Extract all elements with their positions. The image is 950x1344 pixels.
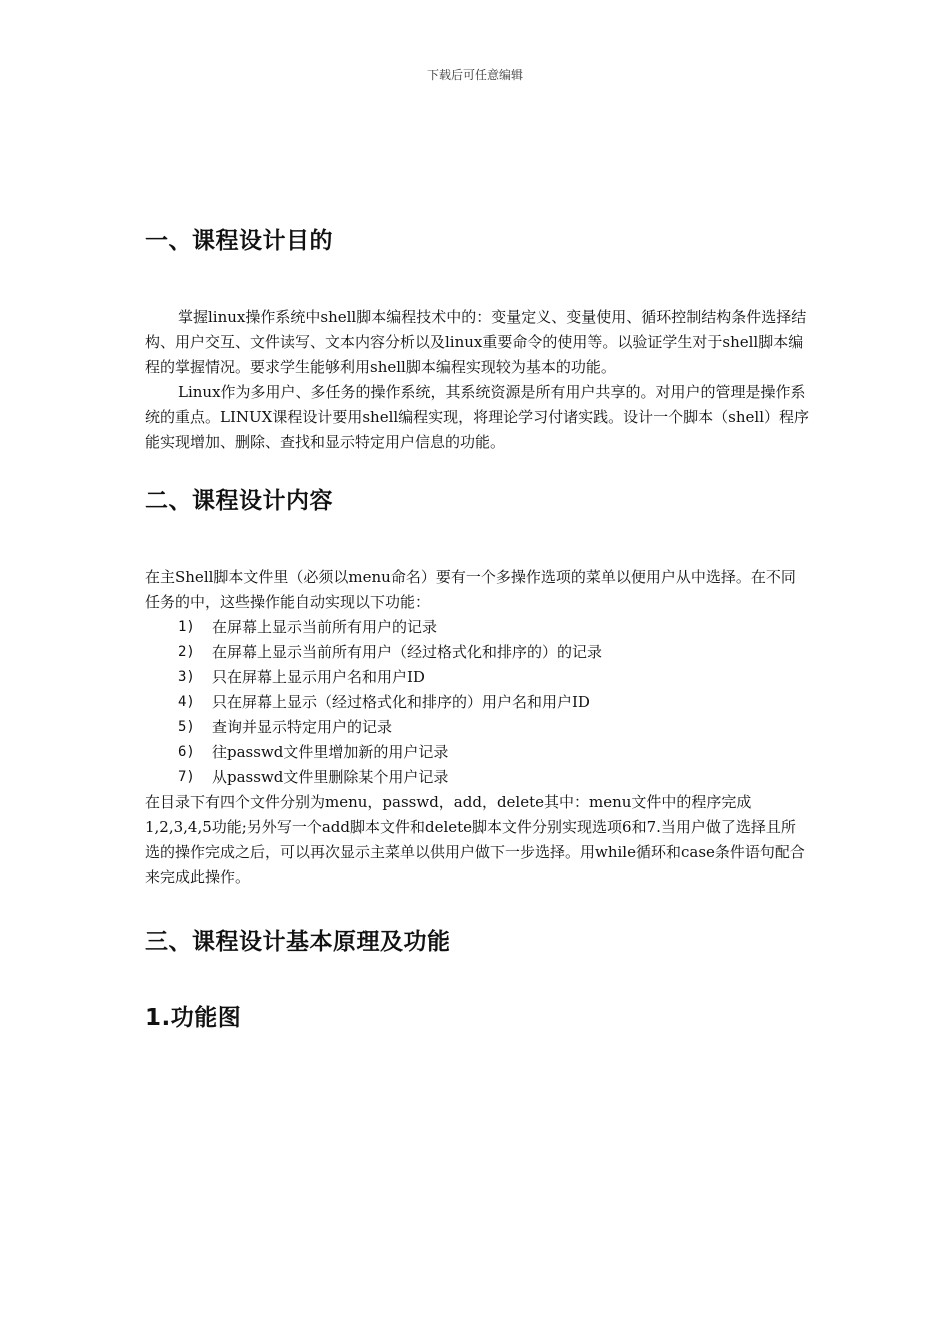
list-item-number: 1) [178,619,195,635]
list-item-number: 4) [178,694,195,710]
list-item [178,615,810,640]
subsection-heading-function-diagram: 1.功能图 [145,1005,242,1031]
purpose-paragraph-1: 掌握linux操作系统中shell脚本编程技术中的：变量定义、变量使用、循环控制结构条件选择结构、用户交互、文件读写、文本内容分析以及linux重要命令的使用等。以验证学生对于shell脚本编程的掌握情况。要求学生能够利用shell脚本编程实现较为基本的功能。 [145,308,807,376]
list-item [178,765,810,790]
list-item-text: 只在屏幕上显示（经过格式化和排序的）用户名和用户ID [212,693,590,711]
content-outro-paragraph: 在目录下有四个文件分别为menu，passwd，add，delete其中：menu文件中的程序完成1,2,3,4,5功能;另外写一个add脚本文件和delete脚本文件分别实现选项6和7.当用户做了选择且所选的操作完成之后，可以再次显示主菜单以供用户做下一步选择。用while循环和case条件语句配合来完成此操作。 [145,793,805,886]
list-item [178,640,810,665]
list-item-text: 在屏幕上显示当前所有用户（经过格式化和排序的）的记录 [212,643,603,661]
list-item [178,690,810,715]
purpose-paragraph-2: Linux作为多用户、多任务的操作系统，其系统资源是所有用户共享的。对用户的管理是操作系统的重点。LINUX课程设计要用shell编程实现，将理论学习付诸实践。设计一个脚本（shell）程序能实现增加、删除、查找和显示特定用户信息的功能。 [145,383,809,451]
list-item-text: 从passwd文件里删除某个用户记录 [212,768,449,786]
section-heading-content: 二、课程设计内容 [145,488,333,514]
list-item [178,715,810,740]
list-item-text: 在屏幕上显示当前所有用户的记录 [212,618,438,636]
list-item-number: 2) [178,644,195,660]
document-body [145,225,810,1034]
section-heading-purpose: 一、课程设计目的 [145,228,333,254]
list-item [178,740,810,765]
list-item-number: 3) [178,669,195,685]
list-item-text: 只在屏幕上显示用户名和用户ID [212,668,425,686]
section-heading-principles: 三、课程设计基本原理及功能 [145,929,451,955]
content-intro-paragraph: 在主Shell脚本文件里（必须以menu命名）要有一个多操作选项的菜单以便用户从中选择。在不同任务的中，这些操作能自动实现以下功能： [145,568,796,611]
page-header-note: 下载后可任意编辑 [426,68,523,82]
list-item-text: 往passwd文件里增加新的用户记录 [212,743,449,761]
list-item [178,665,810,690]
function-list [145,615,810,790]
list-item-text: 查询并显示特定用户的记录 [212,718,393,736]
list-item-number: 6) [178,744,195,760]
list-item-number: 7) [178,769,195,785]
list-item-number: 5) [178,719,195,735]
